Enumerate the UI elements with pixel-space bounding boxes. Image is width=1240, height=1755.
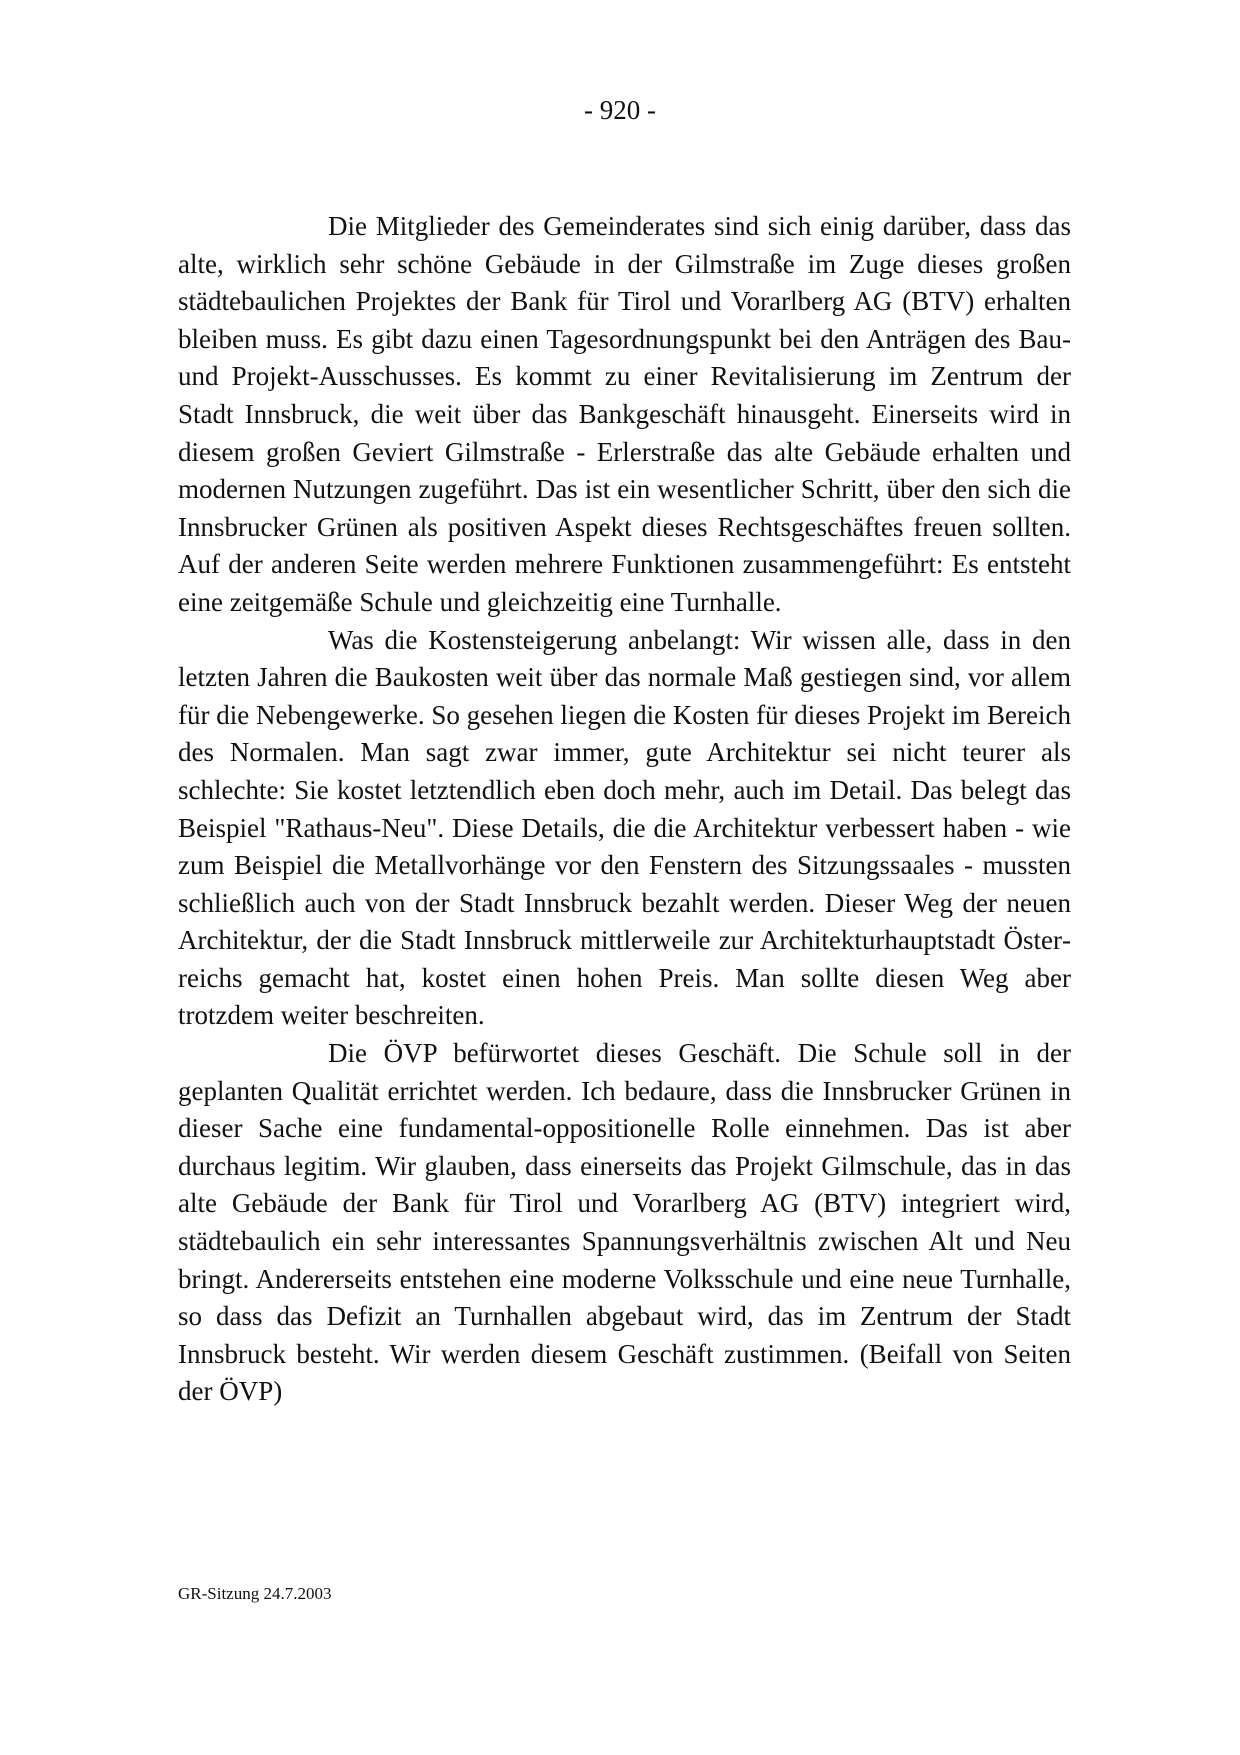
paragraph: Was die Kostensteigerung anbelangt: Wir wissen alle, dass in den letzten Jahren die Baukosten weit über das normale Maß gestiegen sind, vor allem für die Nebengewerke. So gesehen liegen die Kosten für dieses Projekt im Bereich des Normalen. Man sagt zwar immer, gute Architektur sei nicht teurer als schlechte: Sie kostet letztendlich eben doch mehr, auch im Detail. Das belegt das Beispiel "Rathaus-Neu". Diese Details, die die Architektur verbessert haben - wie zum Beispiel die Metallvorhänge vor den Fenstern des Sitzungssaales - mussten schließlich auch von der Stadt Innsbruck bezahlt werden. Dieser Weg der neuen Architektur, der die Stadt Innsbruck mittlerweile zur Architekturhauptstadt Österreichs gemacht hat, kostet einen hohen Preis. Man sollte diesen Weg aber trotzdem weiter beschreiten. <box>178 624 1071 1031</box>
page-number: - 920 - <box>584 95 656 125</box>
paragraph: Die Mitglieder des Gemeinderates sind sich einig darüber, dass das alte, wirklich sehr schöne Gebäude in der Gilmstraße im Zuge dieses großen städtebaulichen Projektes der Bank für Tirol und Vorarlberg AG (BTV) erhalten bleiben muss. Es gibt dazu einen Tagesordnungspunkt bei den Anträgen des Bau- und Projekt-Ausschusses. Es kommt zu einer Revitalisierung im Zentrum der Stadt Innsbruck, die weit über das Bankgeschäft hinausgeht. Einerseits wird in diesem großen Geviert Gilmstraße - Erlerstraße das alte Gebäude erhalten und modernen Nutzungen zugeführt. Das ist ein wesentlicher Schritt, über den sich die Innsbrucker Grünen als positiven Aspekt dieses Rechtsgeschäftes freuen sollten. Auf der anderen Seite werden mehrere Funktionen zusammengeführt: Es entsteht eine zeitgemäße Schule und gleichzeitig eine Turnhalle. <box>178 211 1071 617</box>
body-text <box>178 208 1071 1411</box>
footer-session-date: GR-Sitzung 24.7.2003 <box>178 1584 332 1603</box>
paragraph: Die ÖVP befürwortet dieses Geschäft. Die Schule soll in der geplanten Qualität errichtet werden. Ich bedaure, dass die Innsbrucker Grünen in dieser Sache eine fundamental-oppositionelle Rolle einnehmen. Das ist aber durchaus legitim. Wir glauben, dass einerseits das Projekt Gilmschule, das in das alte Gebäude der Bank für Tirol und Vorarlberg AG (BTV) integriert wird, städtebaulich ein sehr interessantes Spannungsverhältnis zwischen Alt und Neu bringt. Andererseits entstehen eine moderne Volksschule und eine neue Turnhalle, so dass das Defizit an Turnhallen abgebaut wird, das im Zentrum der Stadt Innsbruck besteht. Wir werden diesem Geschäft zustimmen. (Beifall von Seiten der ÖVP) <box>178 1038 1071 1407</box>
